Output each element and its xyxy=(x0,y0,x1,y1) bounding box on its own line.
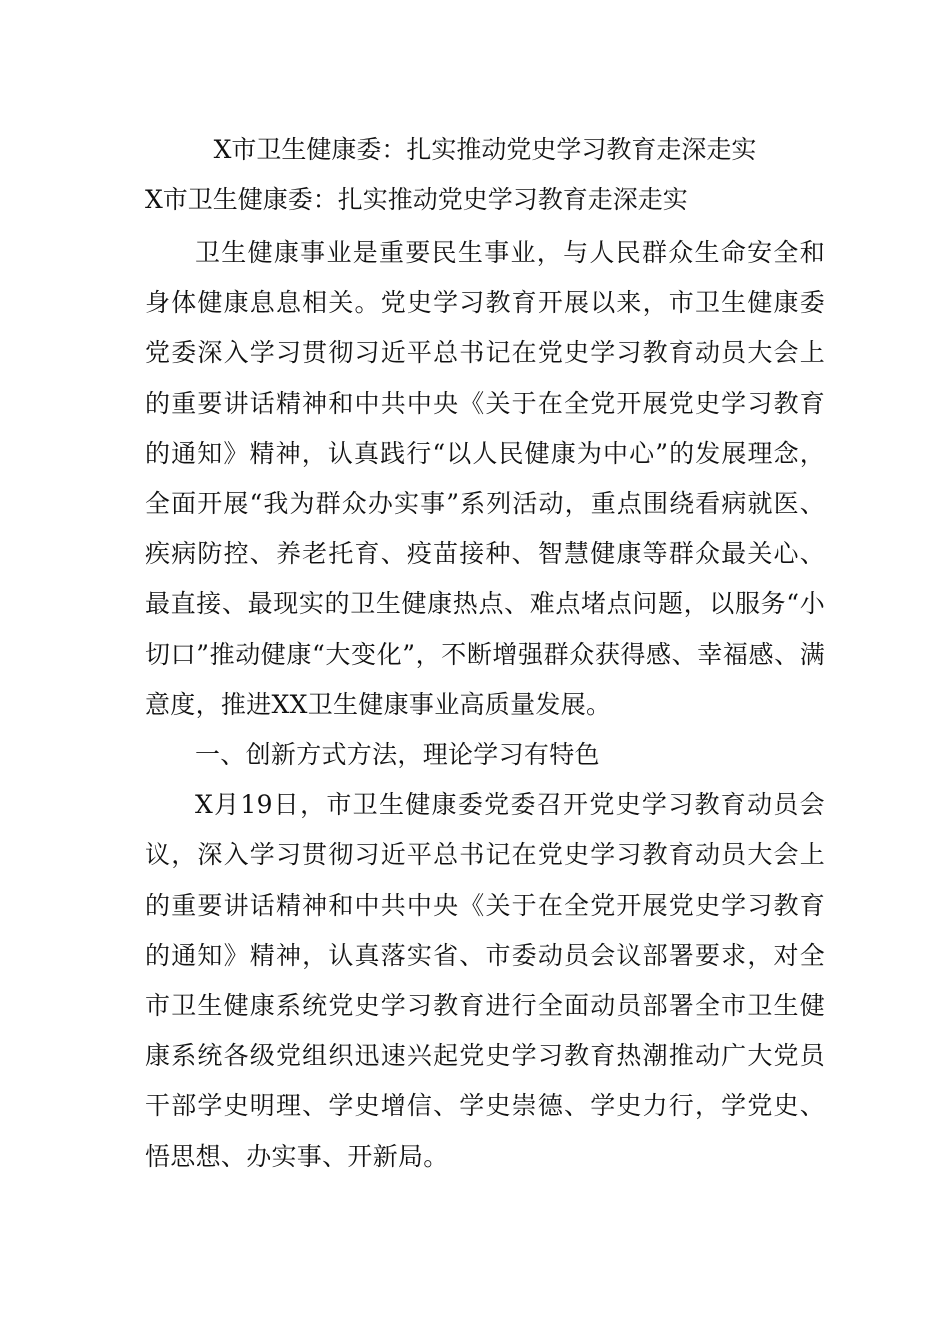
section-paragraph: X月19日，市卫生健康委党委召开党史学习教育动员会议，深入学习贯彻习近平总书记在党史学习教育动员大会上的重要讲话精神和中共中央《关于在全党开展党史学习教育的通知》精神，认真落实省、市委动员会议部署要求，对全市卫生健康系统党史学习教育进行全面动员部署全市卫生健康系统各级党组织迅速兴起党史学习教育热潮推动广大党员干部学史明理、学史增信、学史崇德、学史力行，学党史、悟思想、办实事、开新局。 xyxy=(145,790,825,1171)
document-subtitle: X市卫生健康委：扎实推动党史学习教育走深走实 xyxy=(145,185,688,214)
document-body xyxy=(145,228,825,1182)
document-title: X市卫生健康委：扎实推动党史学习教育走深走实 xyxy=(213,135,757,164)
section-heading: 一、创新方式方法，理论学习有特色 xyxy=(195,740,600,770)
intro-paragraph: 卫生健康事业是重要民生事业，与人民群众生命安全和身体健康息息相关。党史学习教育开展以来，市卫生健康委党委深入学习贯彻习近平总书记在党史学习教育动员大会上的重要讲话精神和中共中央《关于在全党开展党史学习教育的通知》精神，认真践行“以人民健康为中心”的发展理念，全面开展“我为群众办实事”系列活动，重点围绕看病就医、疾病防控、养老托育、疫苗接种、智慧健康等群众最关心、最直接、最现实的卫生健康热点、难点堵点问题，以服务“小切口”推动健康“大变化”，不断增强群众获得感、幸福感、满意度，推进XX卫生健康事业高质量发展。 xyxy=(145,238,825,719)
